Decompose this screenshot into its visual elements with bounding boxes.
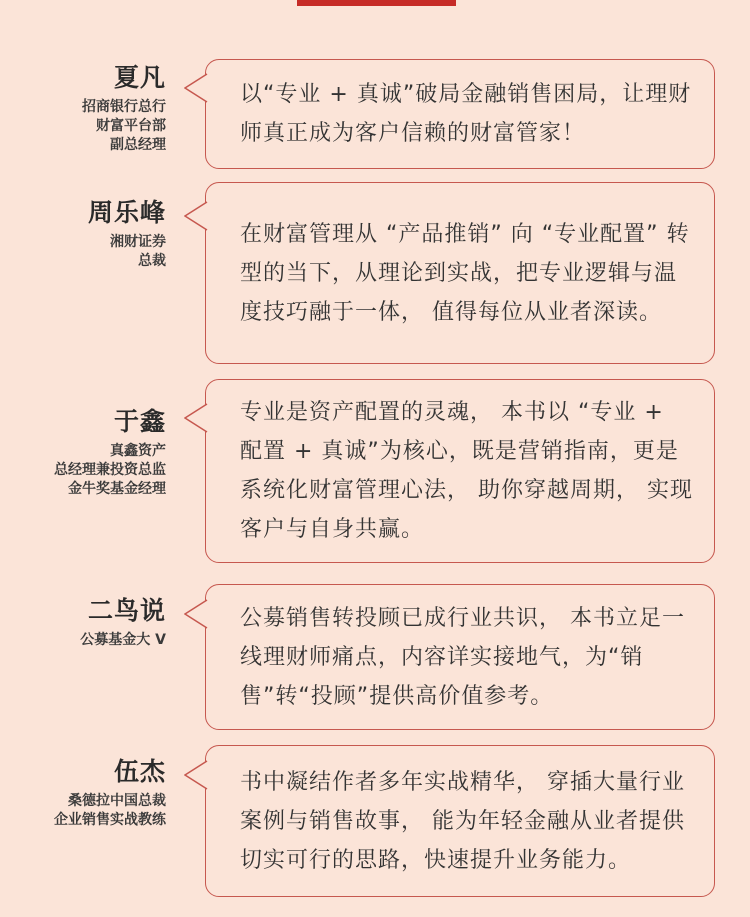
top-accent-bar — [297, 0, 456, 6]
quote-text: 公募销售转投顾已成行业共识， 本书立足一线理财师痛点，内容详实接地气，为“销售”转“投顾”提供高价值参考。 — [240, 605, 685, 709]
quote-bubble — [205, 59, 715, 169]
endorser-info — [0, 595, 166, 650]
endorser-info — [0, 197, 166, 271]
endorser-name: 周乐峰 — [87, 198, 166, 227]
quote-text: 以“专业 + 真诚”破局金融销售困局，让理财师真正成为客户信赖的财富管家！ — [240, 82, 692, 146]
endorser-title-line: 总经理兼投资总监 — [54, 462, 166, 478]
endorser-titles — [0, 442, 166, 499]
endorser-name: 于鑫 — [113, 407, 166, 436]
endorser-info — [0, 62, 166, 155]
quote-text: 专业是资产配置的灵魂， 本书以 “专业 + 配置 + 真诚”为核心，既是营销指南，更是系统化财富管理心法， 助你穿越周期， 实现客户与自身共赢。 — [240, 400, 693, 542]
speech-tail-icon — [184, 599, 208, 629]
endorser-title-line: 真鑫资产 — [110, 443, 166, 459]
endorser-titles — [0, 233, 166, 271]
speech-tail-icon — [184, 201, 208, 231]
quote-bubble — [205, 584, 715, 730]
endorser-title-line: 桑德拉中国总裁 — [68, 793, 166, 809]
endorser-title-line: 湘财证券 — [110, 234, 166, 250]
endorser-title-line: 公募基金大 V — [80, 632, 166, 648]
speech-tail-icon — [184, 73, 208, 103]
endorser-title-line: 副总经理 — [110, 137, 166, 153]
quote-bubble — [205, 379, 715, 563]
endorser-titles — [0, 98, 166, 155]
endorser-title-line: 企业销售实战教练 — [54, 812, 166, 828]
endorser-titles — [0, 792, 166, 830]
endorser-info — [0, 756, 166, 830]
quote-bubble — [205, 182, 715, 364]
quote-bubble — [205, 745, 715, 897]
endorser-title-line: 金牛奖基金经理 — [68, 481, 166, 497]
endorser-name: 二鸟说 — [87, 596, 166, 625]
quote-text: 书中凝结作者多年实战精华， 穿插大量行业案例与销售故事， 能为年轻金融从业者提供切实可行的思路，快速提升业务能力。 — [240, 769, 685, 873]
quote-text: 在财富管理从 “产品推销” 向 “专业配置” 转型的当下，从理论到实战，把专业逻辑与温度技巧融于一体， 值得每位从业者深读。 — [240, 221, 690, 325]
speech-tail-icon — [184, 760, 208, 790]
endorser-info — [0, 406, 166, 499]
endorser-name: 伍杰 — [113, 757, 166, 786]
endorser-name: 夏凡 — [113, 63, 166, 92]
endorser-titles — [0, 631, 166, 650]
endorser-title-line: 总裁 — [138, 253, 166, 269]
speech-tail-icon — [184, 403, 208, 433]
endorser-title-line: 招商银行总行 — [82, 99, 166, 115]
endorser-title-line: 财富平台部 — [96, 118, 166, 134]
